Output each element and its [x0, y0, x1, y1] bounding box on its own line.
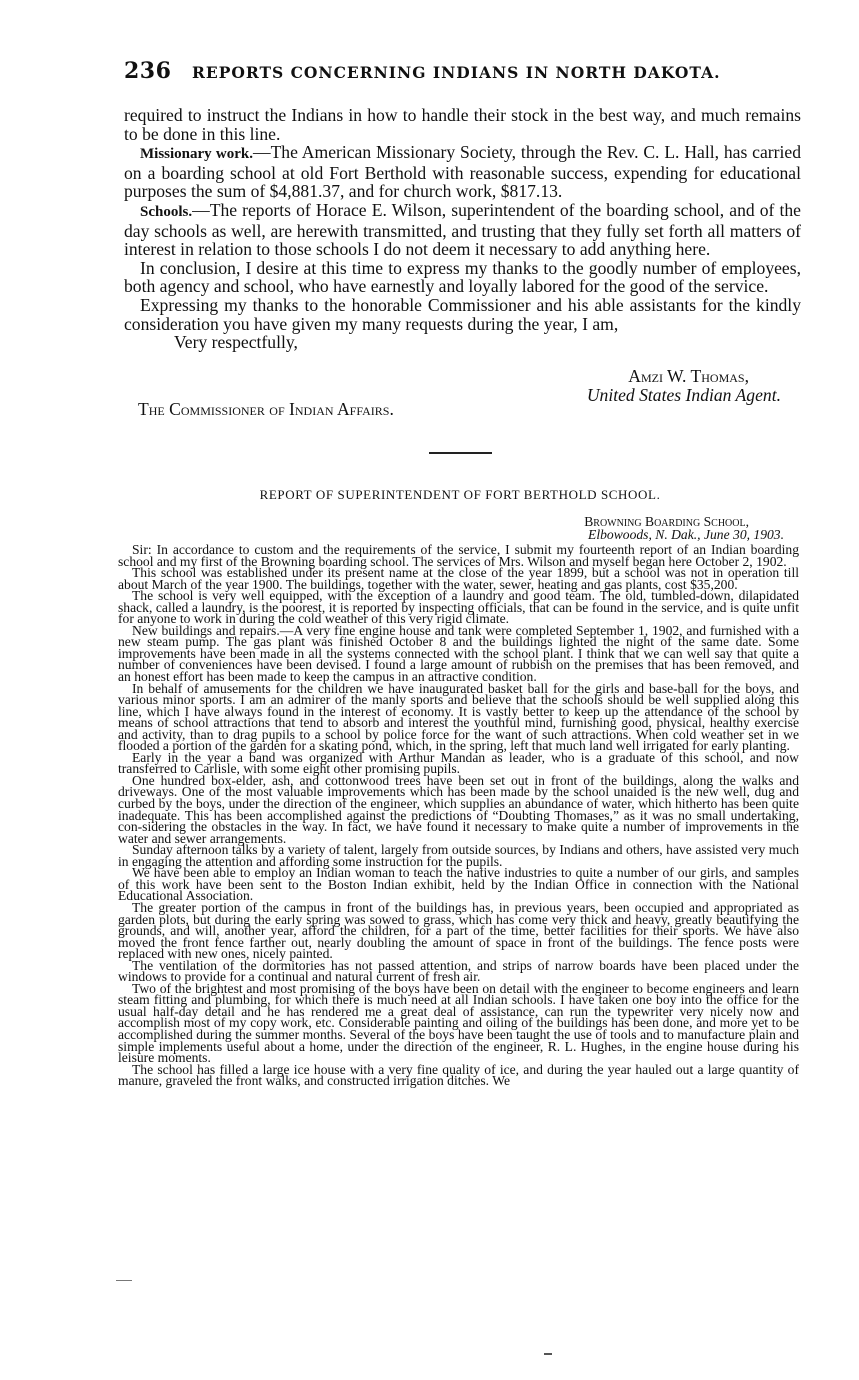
page-header: [124, 58, 800, 84]
schools-heading: Schools.: [140, 203, 193, 220]
missionary-text: —The American Missionary Society, through the Rev. C. L. Hall, has carried on a boarding school at old Fort Berthold with reasonable success, expending for educational purposes the sum of $4,881.37, and for church work, $817.13.: [124, 142, 802, 202]
schools-paragraph: [124, 201, 801, 259]
thanks-paragraph: Expressing my thanks to the honorable Commissioner and his able assistants for the kindly consideration you have given my many requests during the year, I am,: [124, 294, 801, 334]
section-divider: [429, 452, 492, 454]
report-paragraph: The ventilation of the dormitories has not passed attention, and strips of narrow boards have been placed under the windows to provide for a continual and natural current of fresh air.: [118, 957, 799, 985]
conclusion-paragraph: In conclusion, I desire at this time to express my thanks to the goodly number of employees, both agency and school, who have earnestly and loyally labored for the good of the service.: [124, 257, 801, 297]
running-title: REPORTS CONCERNING INDIANS IN NORTH DAKOTA.: [192, 63, 721, 82]
report-paragraph: This school was established under its present name at the close of the year 1899, but a school was not in operation till about March of the year 1900. The buildings, together with the water, sewer, heating and gas plants, cost $35,200.: [118, 565, 799, 592]
report-paragraph: The school is very well equipped, with the exception of a laundry and good team. The old, tumbled-down, dilapidated shack, called a laundry, is the poorest, it is reported by inspecting officials, that can be found in the service, and is quite unfit for anyone to work in during the cold weather of this very rigid climate.: [118, 588, 799, 627]
report-body: [118, 544, 799, 1087]
report-dateline: Elbowoods, N. Dak., June 30, 1903.: [588, 527, 784, 542]
addressee: The Commissioner of Indian Affairs.: [138, 399, 394, 419]
report-paragraph: In behalf of amusements for the children we have inaugurated basket ball for the girls and base-ball for the boys, and various minor sports. I am an admirer of the manly sports and believe that the schools should be well supplied along this line, which I have always found in the interest of economy. It is vastly better to keep up the attendance of the school by means of school attractions that tend to absorb and interest the youthful mind, furnishing good, physical, healthy exercise and activity, than to drag pupils to a school by police force for the want of such attractions. When cold weather set in we flooded a portion of the garden for a skating pond, which, in the spring, left that much land well irrigated for early planting.: [118, 680, 799, 754]
margin-mark: [544, 1353, 552, 1355]
report-paragraph: Sunday afternoon talks by a variety of talent, largely from outside sources, by Indians and others, have assisted very much in engaging the attention and affording some instruction for the pupils.: [118, 842, 799, 869]
closing: Very respectfully,: [174, 332, 298, 353]
margin-mark: [116, 1280, 132, 1281]
report-paragraph: The school has filled a large ice house with a very fine quality of ice, and during the year hauled out a large quantity of manure, graveled the front walks, and constructed irrigation ditches. We: [118, 1061, 799, 1089]
report-place: Browning Boarding School,: [584, 514, 749, 529]
signature-name: Amzi W. Thomas,: [628, 366, 749, 386]
signature-title: United States Indian Agent.: [586, 385, 781, 405]
missionary-paragraph: [124, 143, 801, 201]
report-title: REPORT OF SUPERINTENDENT OF FORT BERTHOLD SCHOOL.: [259, 487, 661, 502]
letter-paragraph: required to instruct the Indians in how to handle their stock in the best way, and much remains to be done in this line.: [124, 105, 801, 144]
report-paragraph: The greater portion of the campus in front of the buildings has, in previous years, been occupied and appropriated as garden plots, but during the early spring was sowed to grass, which has come very thick and heavy, greatly beautifying the grounds, and will, another year, afford the children, for a part of the time, better facilities for their sports. We have also moved the front fence farther out, nearly doubling the amount of space in front of the buildings. The fence posts were replaced with new ones, nicely painted.: [118, 899, 799, 962]
letter-body: [124, 106, 801, 352]
page-number: 236: [124, 58, 172, 84]
report-paragraph: New buildings and repairs.—A very fine engine house and tank were completed September 1, 1902, and furnished with a new steam pump. The gas plant was finished October 8 and the buildings lighted the night of the same date. Some improvements have been made in all the systems connected with the school plant. I think that we can well say that quite a number of conveniences have been devised. I found a large amount of rubbish on the premises that has been removed, and an honest effort has been made to keep the campus in an attractive condition.: [118, 622, 799, 685]
report-paragraph: One hundred box-elder, ash, and cottonwood trees have been set out in front of the buildings, along the walks and driveways. One of the most valuable improvements which has been made by the school unaided is the new well, dug and curbed by the boys, under the direction of the engineer, which supplies an abundance of water, which hitherto has been quite inadequate. This has been accomplished against the predictions of “Doubting Thomases,” as it was no small undertaking, con-sidering the obstacles in the way. In fact, we have found it necessary to make quite a number of improvements in the water and sewer arrangements.: [118, 772, 799, 846]
report-paragraph: Sir: In accordance to custom and the requirements of the service, I submit my fourteenth report of an Indian boarding school and my first of the Browning boarding school. The services of Mrs. Wilson and myself began here October 2, 1902.: [118, 542, 799, 569]
missionary-heading: Missionary work.: [140, 146, 253, 163]
report-paragraph: Early in the year a band was organized with Arthur Mandan as leader, who is a graduate of this school, and now transferred to Carlisle, with some eight other promising pupils.: [118, 749, 799, 777]
report-paragraph: Two of the brightest and most promising of the boys have been on detail with the engineer to become engineers and learn steam fitting and plumbing, for which there is much need at all Indian schools. I have taken one boy into the office for the usual half-day detail and he has rendered me a great deal of assistance, can run the typewriter very nicely now and accomplish most of my copy work, etc. Considerable painting and oiling of the buildings has been done, and more yet to be accomplished during the summer months. Several of the boys have been taught the use of tools and to manufacture plain and simple implements useful about a home, under the direction of the engineer, R. L. Hughes, in the engine house during his leisure moments.: [118, 980, 799, 1066]
schools-text: —The reports of Horace E. Wilson, superintendent of the boarding school, and of the day schools as well, are herewith transmitted, and trusting that they fully set forth all matters of interest in relation to those schools I do not deem it necessary to add anything here.: [124, 199, 801, 260]
report-paragraph: We have been able to employ an Indian woman to teach the native industries to quite a number of our girls, and samples of this work have been sent to the Boston Indian exhibit, held by the Indian Office in connection with the National Educational Association.: [118, 865, 799, 904]
